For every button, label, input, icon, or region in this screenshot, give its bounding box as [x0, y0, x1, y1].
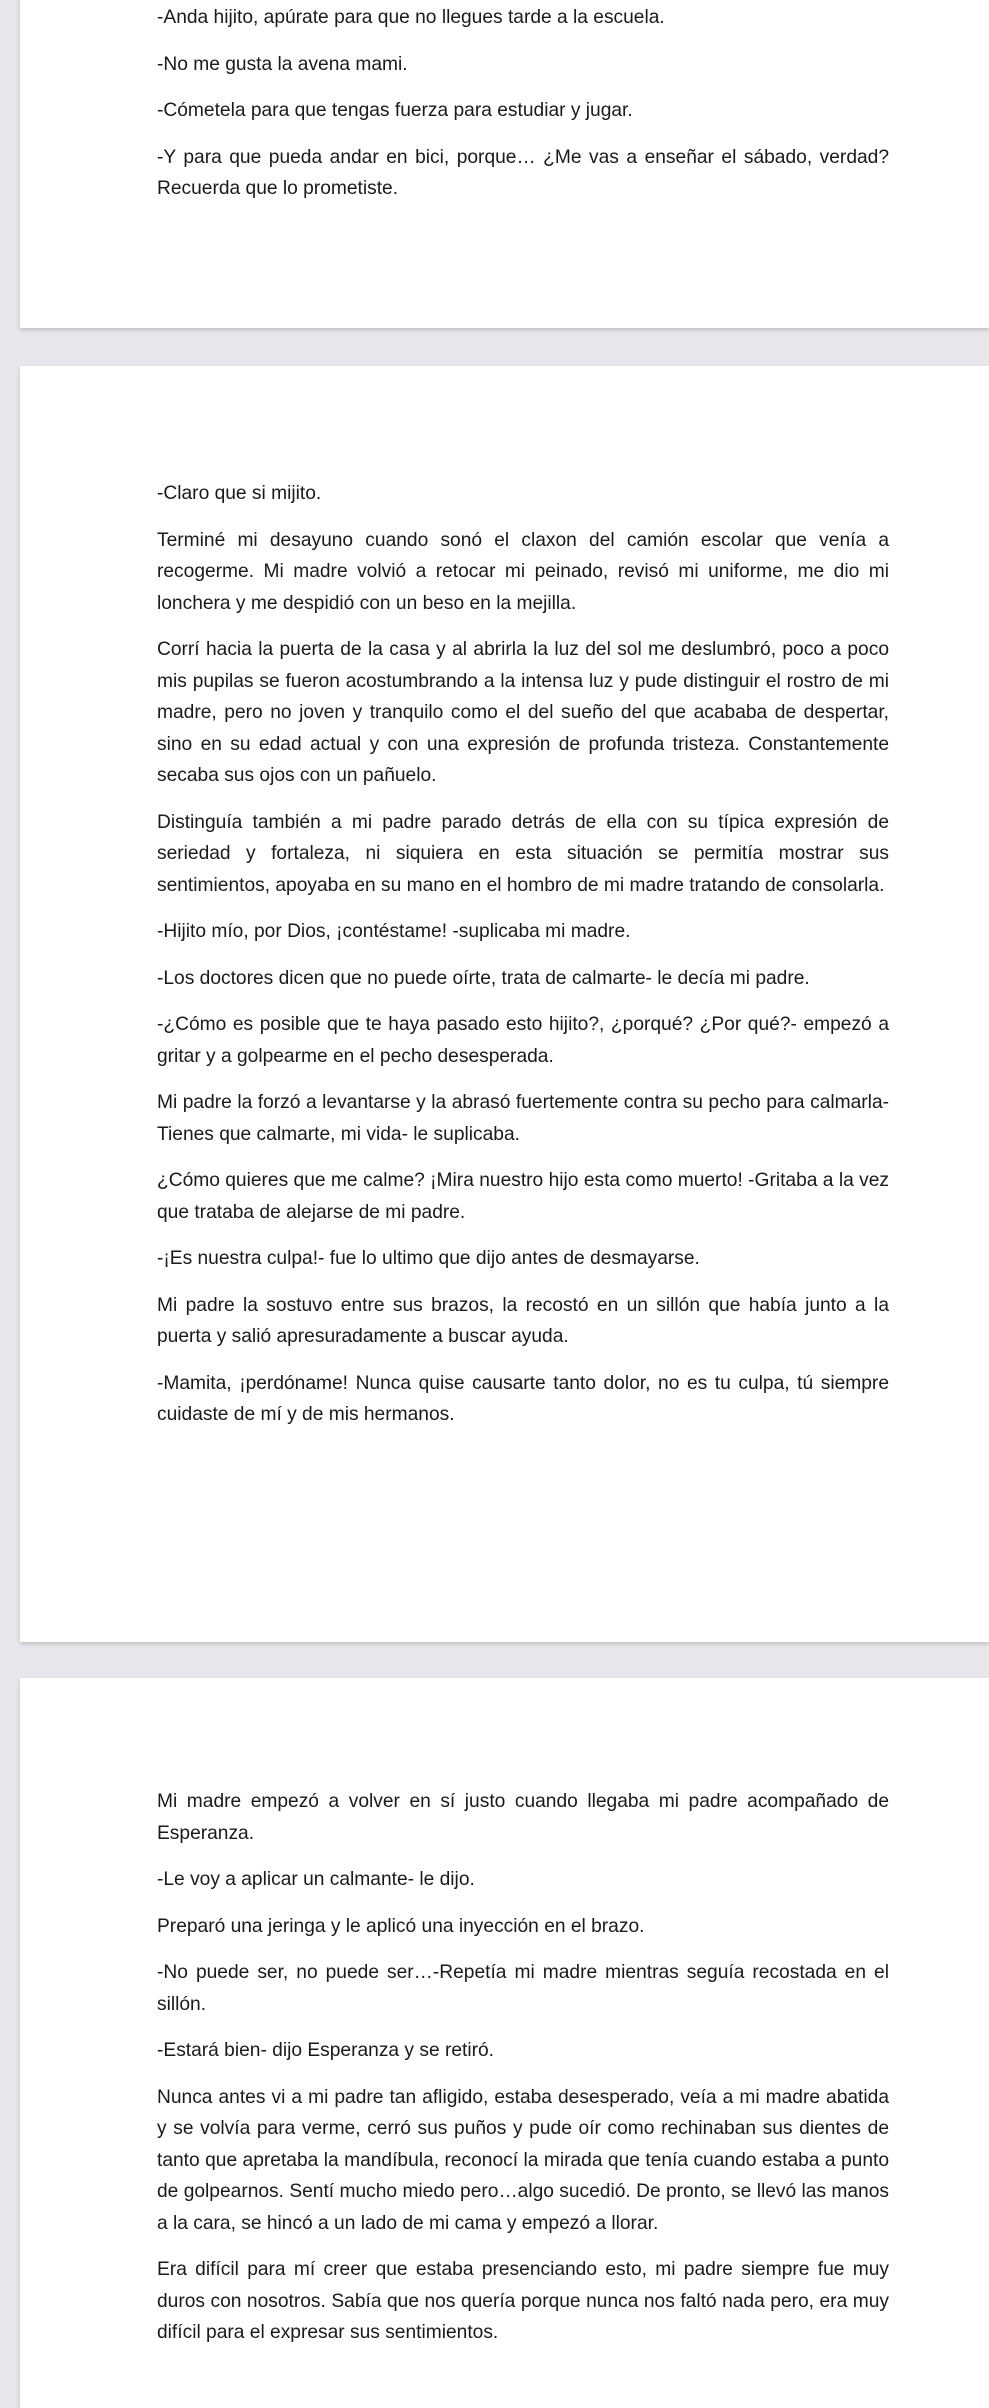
- paragraph: Nunca antes vi a mi padre tan afligido, estaba desesperado, veía a mi madre abatida y se volvía para verme, cerró sus puños y pude oír como rechinaban sus dientes de tanto que apretaba la mandíbula, reconocí la mirada que tenía cuando estaba a punto de golpearnos. Sentí mucho miedo pero…algo sucedió. De pronto, se llevó las manos a la cara, se hincó a un lado de mi cama y empezó a llorar.: [157, 2086, 889, 2234]
- paragraph: -¡Es nuestra culpa!- fue lo ultimo que dijo antes de desmayarse.: [157, 1248, 700, 1269]
- paragraph: Preparó una jeringa y le aplicó una inyección en el brazo.: [157, 1915, 645, 1937]
- paragraph: -Anda hijito, apúrate para que no llegues tarde a la escuela.: [157, 7, 665, 28]
- paragraph: Terminé mi desayuno cuando sonó el claxon del camión escolar que venía a recogerme. Mi madre volvió a retocar mi peinado, revisó mi uniforme, me dio mi lonchera y me despidió con un beso en la mejilla.: [157, 529, 889, 614]
- paragraph: -No puede ser, no puede ser…-Repetía mi madre mientras seguía recostada en el sillón.: [157, 1962, 889, 2015]
- page-3-body: [157, 1786, 889, 2364]
- document-page-2: [20, 366, 989, 1642]
- page-2-body: [157, 478, 889, 1446]
- paragraph: -Hijito mío, por Dios, ¡contéstame! -suplicaba mi madre.: [157, 921, 631, 942]
- paragraph: Era difícil para mí creer que estaba presenciando esto, mi padre siempre fue muy duros con nosotros. Sabía que nos quería porque nunca nos faltó nada pero, era muy difícil para el expresar sus sentimientos.: [157, 2259, 889, 2343]
- document-page-3: [20, 1678, 989, 2408]
- paragraph: -Estará bien- dijo Esperanza y se retiró.: [157, 2040, 494, 2061]
- paragraph: -Cómetela para que tengas fuerza para estudiar y jugar.: [157, 100, 633, 121]
- paragraph: Distinguía también a mi padre parado detrás de ella con su típica expresión de seriedad y fortaleza, ni siquiera en esta situación se permitía mostrar sus sentimientos, apoyaba en su mano en el hombro de mi madre tratando de consolarla.: [157, 811, 889, 896]
- paragraph: ¿Cómo quieres que me calme? ¡Mira nuestro hijo esta como muerto! -Gritaba a la vez que trataba de alejarse de mi padre.: [157, 1170, 889, 1223]
- paragraph: -¿Cómo es posible que te haya pasado esto hijito?, ¿porqué? ¿Por qué?- empezó a gritar y a golpearme en el pecho desesperada.: [157, 1014, 889, 1067]
- paragraph: Mi padre la forzó a levantarse y la abrasó fuertemente contra su pecho para calmarla- Tienes que calmarte, mi vida- le suplicaba.: [157, 1092, 889, 1145]
- paragraph: Mi madre empezó a volver en sí justo cuando llegaba mi padre acompañado de Esperanza.: [157, 1791, 889, 1844]
- paragraph: Mi padre la sostuvo entre sus brazos, la recostó en un sillón que había junto a la puerta y salió apresuradamente a buscar ayuda.: [157, 1294, 889, 1347]
- paragraph: -Los doctores dicen que no puede oírte, trata de calmarte- le decía mi padre.: [157, 967, 810, 989]
- paragraph: -Y para que pueda andar en bici, porque… ¿Me vas a enseñar el sábado, verdad? Recuerda que lo prometiste.: [157, 146, 889, 199]
- paragraph: -Le voy a aplicar un calmante- le dijo.: [157, 1869, 475, 1890]
- document-page-1: [20, 0, 989, 328]
- paragraph: -No me gusta la avena mami.: [157, 53, 408, 75]
- paragraph: -Claro que si mijito.: [157, 483, 322, 504]
- paragraph: -Mamita, ¡perdóname! Nunca quise causarte tanto dolor, no es tu culpa, tú siempre cuidaste de mí y de mis hermanos.: [157, 1372, 889, 1425]
- page-1-body: [157, 2, 889, 220]
- paragraph: Corrí hacia la puerta de la casa y al abrirla la luz del sol me deslumbró, poco a poco mis pupilas se fueron acostumbrando a la intensa luz y pude distinguir el rostro de mi madre, pero no joven y tranquilo como el del sueño del que acababa de despertar, sino en su edad actual y con una expresión de profunda tristeza. Constantemente secaba sus ojos con un pañuelo.: [157, 639, 889, 786]
